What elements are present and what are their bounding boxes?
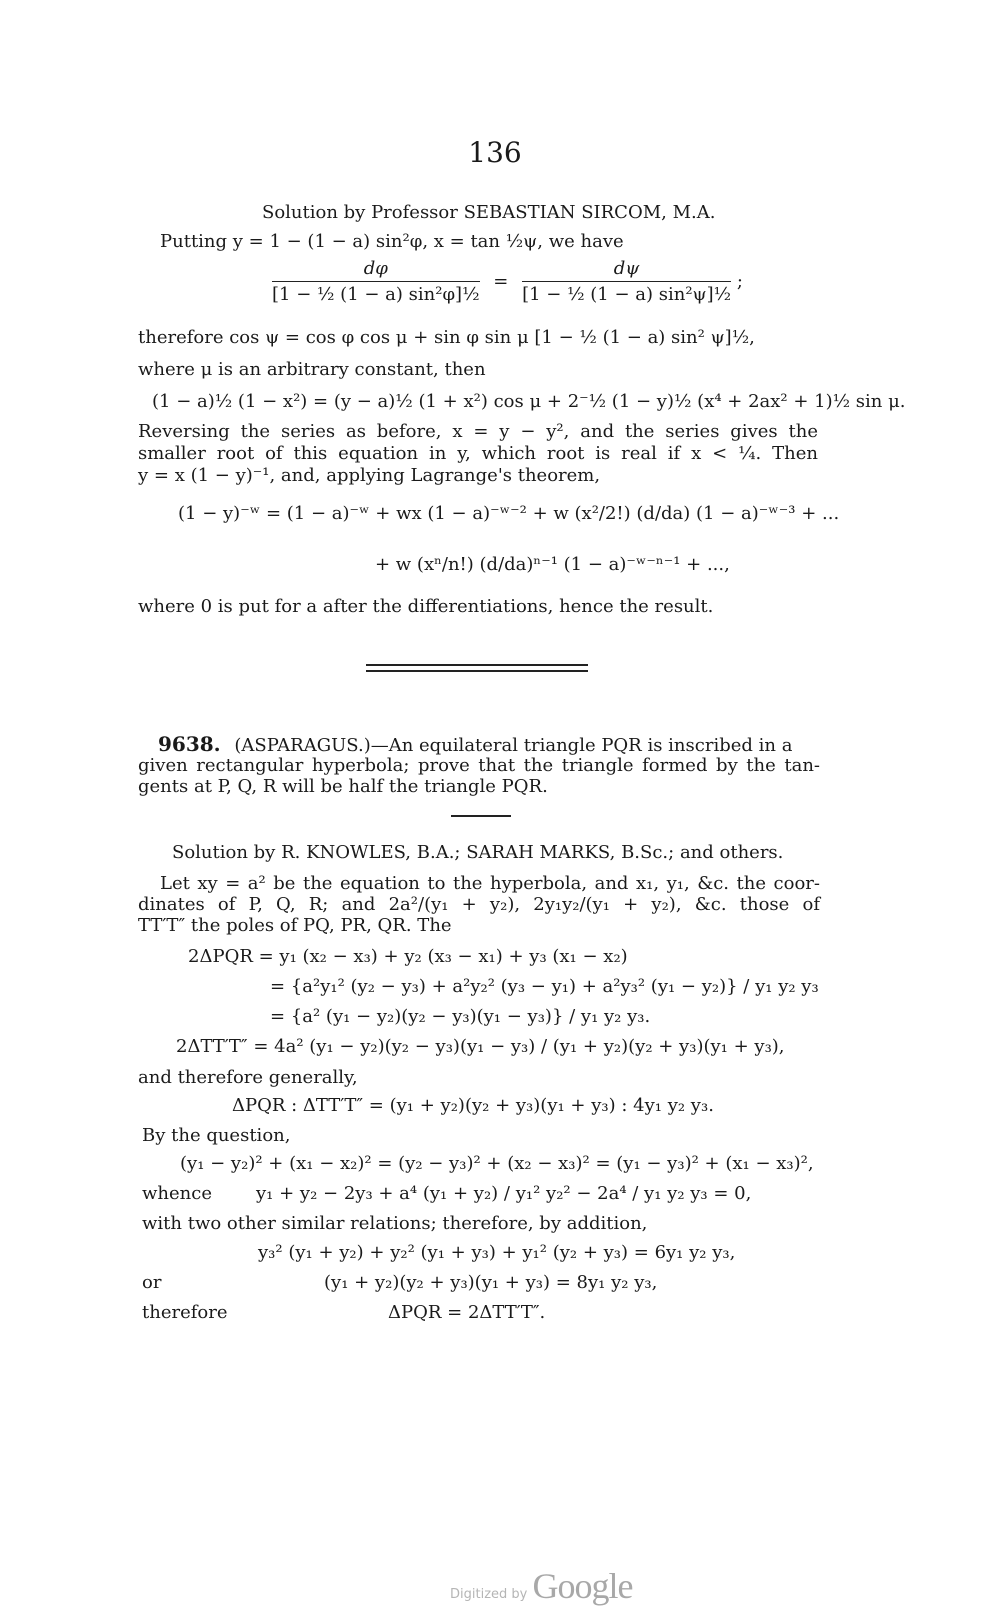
equation-2-pqr: 2ΔPQR = y₁ (x₂ − x₃) + y₂ (x₃ − x₁) + y₃ (x₁ − x₂) (188, 946, 628, 967)
problem-line1 (158, 733, 792, 757)
solution1-line7: smaller root of this equation in y, which root is real if x < ¼. Then (138, 443, 818, 464)
fraction-1-numerator: dφ (272, 258, 480, 282)
solution1-line9: (1 − y)⁻ʷ = (1 − a)⁻ʷ + wx (1 − a)⁻ʷ⁻² + w (x²/2!) (d/da) (1 − a)⁻ʷ⁻³ + ... (178, 503, 840, 524)
solution1-line6: Reversing the series as before, x = y − y², and the series gives the (138, 421, 818, 442)
or-label: or (142, 1272, 162, 1293)
solution1-line4: where μ is an arbitrary constant, then (138, 359, 486, 380)
solution1-line11: where 0 is put for a after the differentiations, hence the result. (138, 596, 714, 617)
equation-product: (y₁ + y₂)(y₂ + y₃)(y₁ + y₃) = 8y₁ y₂ y₃, (324, 1272, 658, 1293)
problem-number: 9638. (158, 732, 221, 756)
solution2-line6: with two other similar relations; therefore, by addition, (142, 1213, 648, 1234)
equation-sum: y₃² (y₁ + y₂) + y₂² (y₁ + y₃) + y₁² (y₂ + y₃) = 6y₁ y₂ y₃, (258, 1242, 736, 1263)
page-number: 136 (468, 136, 522, 169)
solution1-line3: therefore cos ψ = cos φ cos μ + sin φ sin μ [1 − ½ (1 − a) sin² ψ]½, (138, 327, 755, 348)
solution2-line4: and therefore generally, (138, 1067, 358, 1088)
solution2-byline: Solution by R. KNOWLES, B.A.; SARAH MARKS, B.Sc.; and others. (172, 842, 784, 863)
separator-rule-bottom (366, 670, 588, 672)
solution1-line10: + w (xⁿ/n!) (d/da)ⁿ⁻¹ (1 − a)⁻ʷ⁻ⁿ⁻¹ + ..., (375, 554, 730, 575)
therefore-label: therefore (142, 1302, 228, 1323)
equation-equal-sides: (y₁ − y₂)² + (x₁ − x₂)² = (y₂ − y₃)² + (x₂ − x₃)² = (y₁ − y₃)² + (x₁ − x₃)², (180, 1153, 814, 1174)
problem-line2: given rectangular hyperbola; prove that the triangle formed by the tan- (138, 755, 820, 776)
equation-ratio: ΔPQR : ΔTT′T″ = (y₁ + y₂)(y₂ + y₃)(y₁ + y₃) : 4y₁ y₂ y₃. (232, 1095, 714, 1116)
separator-rule-top (366, 664, 588, 666)
equation-2-ttt: 2ΔTT′T″ = 4a² (y₁ − y₂)(y₂ − y₃)(y₁ − y₃) / (y₁ + y₂)(y₂ + y₃)(y₁ + y₃), (176, 1036, 785, 1057)
short-rule (451, 815, 511, 817)
solution1-byline: Solution by Professor SEBASTIAN SIRCOM, M.A. (262, 202, 716, 223)
fraction-2-denominator: [1 − ½ (1 − a) sin²ψ]½ (522, 284, 732, 305)
solution1-line8: y = x (1 − y)⁻¹, and, applying Lagrange's theorem, (138, 465, 601, 486)
equation-2-pqr-factored: = {a² (y₁ − y₂)(y₂ − y₃)(y₁ − y₃)} / y₁ y₂ y₃. (270, 1006, 651, 1027)
problem-text-line1: (ASPARAGUS.)—An equilateral triangle PQR is inscribed in a (234, 735, 793, 756)
solution1-line5: (1 − a)½ (1 − x²) = (y − a)½ (1 + x²) cos μ + 2⁻½ (1 − y)½ (x⁴ + 2ax² + 1)½ sin μ. (152, 391, 906, 412)
fraction-1 (272, 258, 480, 305)
digitized-by-text: Digitized by (450, 1587, 528, 1602)
digitized-watermark (450, 1565, 632, 1607)
fraction-1-denominator: [1 − ½ (1 − a) sin²φ]½ (272, 284, 480, 305)
fraction-2 (522, 258, 731, 305)
whence-label: whence (142, 1183, 212, 1204)
solution1-line1: Putting y = 1 − (1 − a) sin²φ, x = tan ½ψ, we have (160, 231, 624, 252)
fraction-tail: ; (736, 271, 743, 292)
equation-2-pqr-expanded: = {a²y₁² (y₂ − y₃) + a²y₂² (y₃ − y₁) + a²y₃² (y₁ − y₂)} / y₁ y₂ y₃ (270, 976, 819, 997)
fraction-2-numerator: dψ (522, 258, 731, 282)
solution2-line1: Let xy = a² be the equation to the hyperbola, and x₁, y₁, &c. the coor- (160, 873, 820, 894)
google-logo: Google (532, 1566, 633, 1606)
problem-line3: gents at P, Q, R will be half the triangle PQR. (138, 776, 548, 797)
equation-whence: y₁ + y₂ − 2y₃ + a⁴ (y₁ + y₂) / y₁² y₂² − 2a⁴ / y₁ y₂ y₃ = 0, (256, 1183, 752, 1204)
solution2-line2: dinates of P, Q, R; and 2a²/(y₁ + y₂), 2y₁y₂/(y₁ + y₂), &c. those of (138, 894, 820, 915)
solution1-fraction-equation (272, 258, 743, 305)
equals-sign: = (493, 271, 509, 292)
solution2-line5: By the question, (142, 1125, 291, 1146)
solution2-line3: TT′T″ the poles of PQ, PR, QR. The (138, 915, 452, 936)
equation-result: ΔPQR = 2ΔTT′T″. (388, 1302, 546, 1323)
